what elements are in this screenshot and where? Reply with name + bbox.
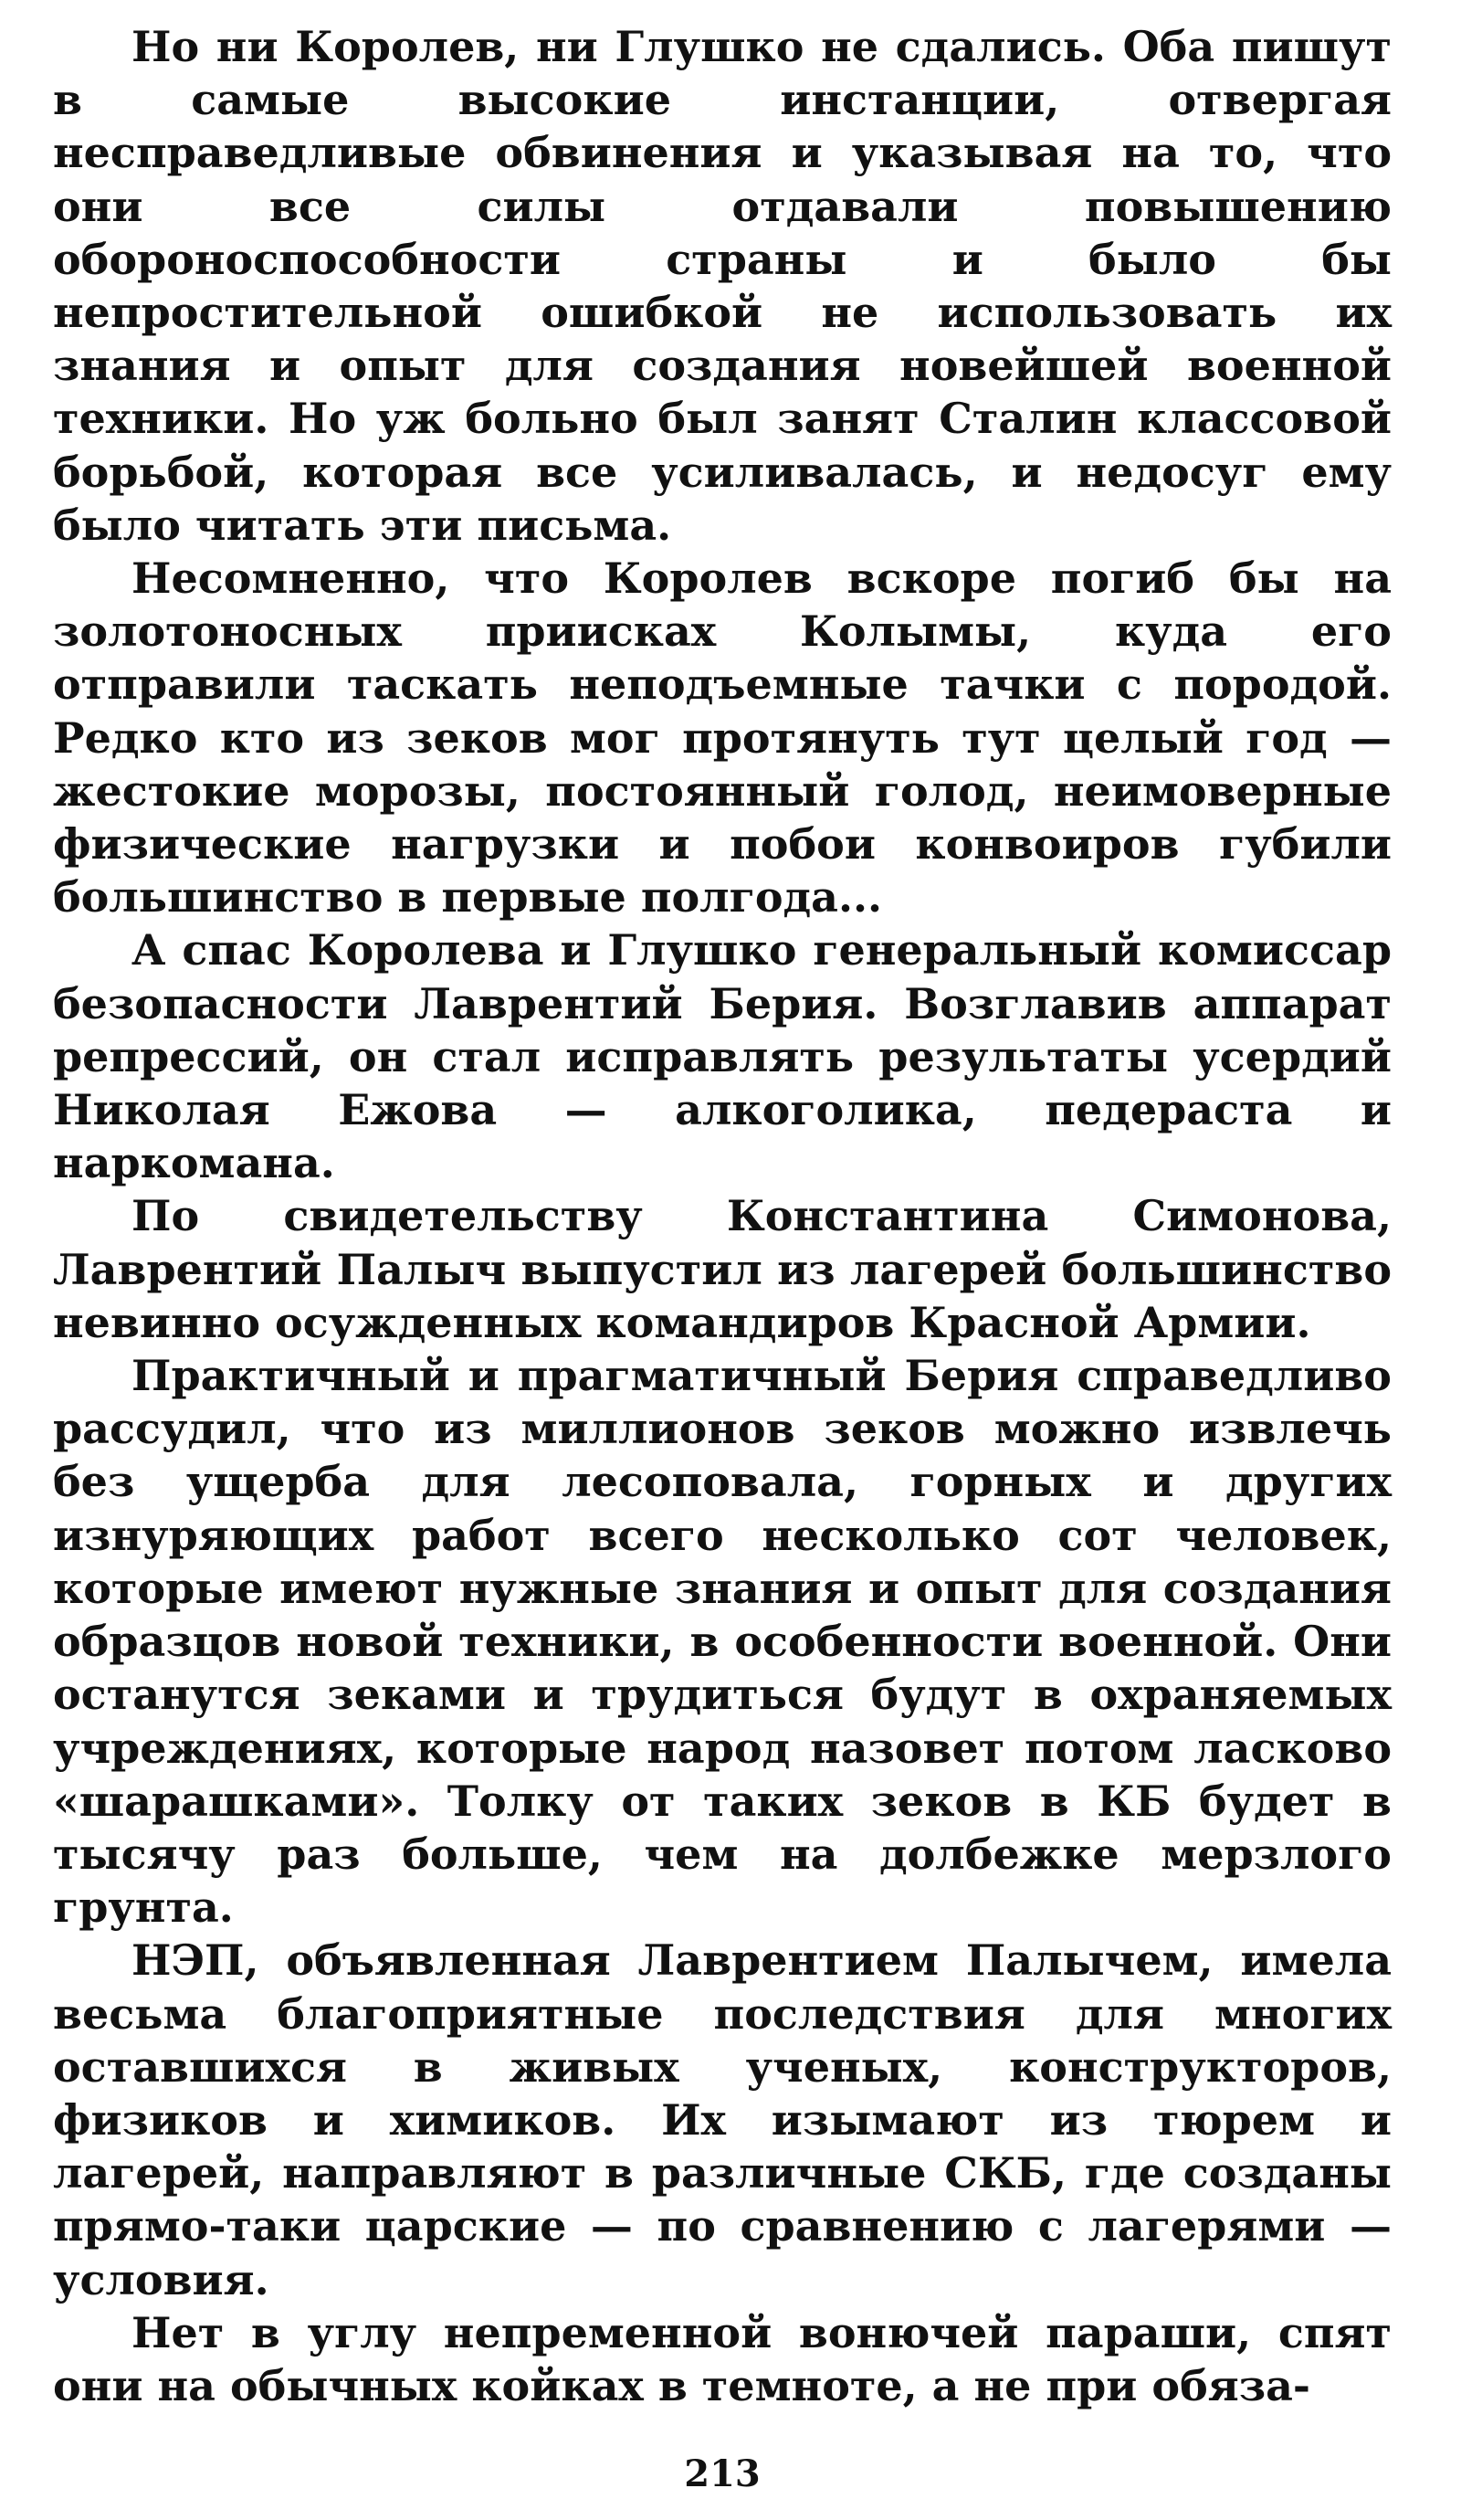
paragraph-3: А спас Королева и Глушко генеральный комиссар безопасности Лаврентий Берия. Возглавив аппарат репрессий, он стал исправлять результаты усердий Николая Ежова — алкоголика, педераста и наркомана. <box>53 925 1392 1188</box>
paragraph-4: По свидетельству Константина Симонова, Лаврентий Палыч выпустил из лагерей большинство невинно осужденных командиров Красной Армии. <box>53 1191 1392 1347</box>
paragraph-2: Несомненно, что Королев вскоре погиб бы на золотоносных приисках Колымы, куда его отправили таскать неподъемные тачки с породой. Редко кто из зеков мог протянуть тут целый год — жестокие морозы, постоянный голод, неимоверные физические нагрузки и побои конвоиров губили большинство в первые полгода... <box>53 554 1392 923</box>
page-number: 213 <box>684 2452 761 2495</box>
paragraph-1: Но ни Королев, ни Глушко не сдались. Оба пишут в самые высокие инстанции, отвергая несправедливые обвинения и указывая на то, что они все силы отдавали повышению обороноспособности страны и было бы непростительной ошибкой не использовать их знания и опыт для создания новейшей военной техники. Но уж больно был занят Сталин классовой борьбой, которая все усиливалась, и недосуг ему было читать эти письма. <box>53 22 1392 550</box>
book-page <box>53 20 1392 2500</box>
paragraph-5: Практичный и прагматичный Берия справедливо рассудил, что из миллионов зеков можно извлечь без ущерба для лесоповала, горных и других изнуряющих работ всего несколько сот человек, которые имеют нужные знания и опыт для создания образцов новой техники, в особенности военной. Они останутся зеками и трудиться будут в охраняемых учреждениях, которые народ назовет потом ласково «шарашками». Толку от таких зеков в КБ будет в тысячу раз больше, чем на долбежке мерзлого грунта. <box>53 1351 1392 1933</box>
paragraph-6: НЭП, объявленная Лаврентием Палычем, имела весьма благоприятные последствия для многих оставшихся в живых ученых, конструкторов, физиков и химиков. Их изымают из тюрем и лагерей, направляют в различные СКБ, где созданы прямо-таки царские — по сравнению с лагерями — условия. <box>53 1935 1392 2304</box>
paragraph-7: Нет в углу непременной вонючей параши, спят они на обычных койках в темноте, а не при обяза- <box>53 2307 1392 2410</box>
